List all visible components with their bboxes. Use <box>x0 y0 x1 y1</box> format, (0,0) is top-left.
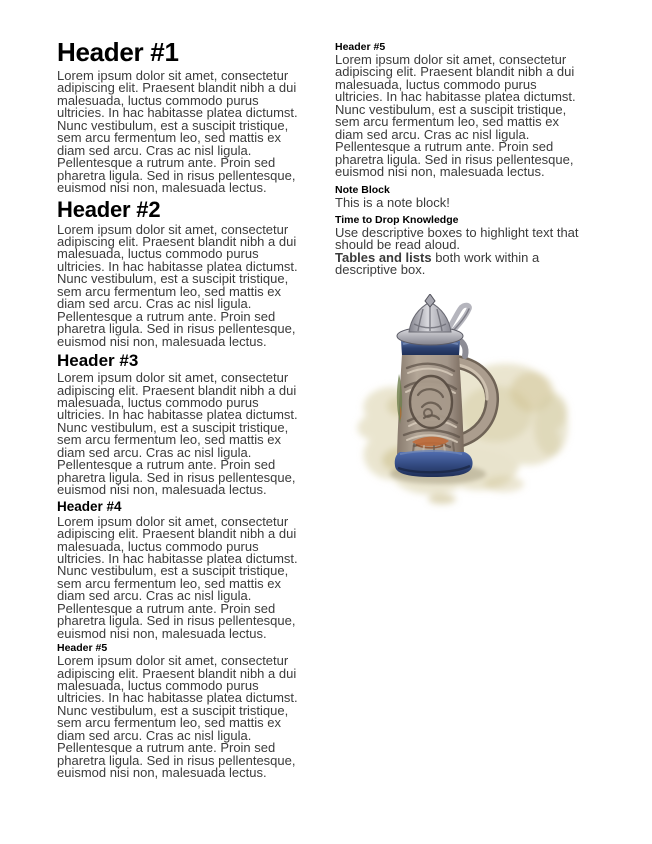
knowledge-text: Use descriptive boxes to highlight text that should be read aloud. <box>335 224 579 253</box>
stein-base <box>395 451 473 477</box>
section-heading-5: Header #5 <box>57 642 108 655</box>
section-paragraph: Lorem ipsum dolor sit amet, consectetur adipiscing elit. Praesent blandit nibh a dui malesuada, luctus commodo purus ultricies. In hac habitasse platea dictumst. Nunc vestibulum, est a suscipit tristique, sem arcu fermentum leo, sed mattis ex diam sed arcu. Cras ac nisl ligula. Pellentesque a rutrum ante. Proin sed pharetra ligula. Sed in risus pellentesque, euismod nisi non, malesuada lectus. <box>57 370 298 498</box>
section-paragraph: Lorem ipsum dolor sit amet, consectetur adipiscing elit. Praesent blandit nibh a dui malesuada, luctus commodo purus ultricies. In hac habitasse platea dictumst. Nunc vestibulum, est a suscipit tristique, sem arcu fermentum leo, sed mattis ex diam sed arcu. Cras ac nisl ligula. Pellentesque a rutrum ante. Proin sed pharetra ligula. Sed in risus pellentesque, euismod nisi non, malesuada lectus. <box>335 52 576 180</box>
section-heading-3: Header #3 <box>57 351 139 371</box>
knowledge-heading: Time to Drop Knowledge <box>335 213 459 226</box>
section-heading-1: Header #1 <box>57 37 179 67</box>
section-paragraph: Lorem ipsum dolor sit amet, consectetur adipiscing elit. Praesent blandit nibh a dui malesuada, luctus commodo purus ultricies. In hac habitasse platea dictumst. Nunc vestibulum, est a suscipit tristique, sem arcu fermentum leo, sed mattis ex diam sed arcu. Cras ac nisl ligula. Pellentesque a rutrum ante. Proin sed pharetra ligula. Sed in risus pellentesque, euismod nisi non, malesuada lectus. <box>57 513 298 641</box>
tables-note-rest: both work within a descriptive box. <box>335 249 540 278</box>
section-paragraph: Lorem ipsum dolor sit amet, consectetur adipiscing elit. Praesent blandit nibh a dui malesuada, luctus commodo purus ultricies. In hac habitasse platea dictumst. Nunc vestibulum, est a suscipit tristique, sem arcu fermentum leo, sed mattis ex diam sed arcu. Cras ac nisl ligula. Pellentesque a rutrum ante. Proin sed pharetra ligula. Sed in risus pellentesque, euismod nisi non, malesuada lectus. <box>57 221 298 349</box>
left-column <box>57 38 303 780</box>
section-heading-2: Header #2 <box>57 196 161 222</box>
stein-body <box>397 354 464 454</box>
section-paragraph: Lorem ipsum dolor sit amet, consectetur adipiscing elit. Praesent blandit nibh a dui malesuada, luctus commodo purus ultricies. In hac habitasse platea dictumst. Nunc vestibulum, est a suscipit tristique, sem arcu fermentum leo, sed mattis ex diam sed arcu. Cras ac nisl ligula. Pellentesque a rutrum ante. Proin sed pharetra ligula. Sed in risus pellentesque, euismod nisi non, malesuada lectus. <box>57 68 298 196</box>
tables-note-bold: Tables and lists <box>335 249 432 265</box>
beer-stein-illustration <box>344 294 584 526</box>
note-block-heading: Note Block <box>335 183 390 196</box>
beer-stein-figure <box>344 294 584 526</box>
section-paragraph: Lorem ipsum dolor sit amet, consectetur adipiscing elit. Praesent blandit nibh a dui malesuada, luctus commodo purus ultricies. In hac habitasse platea dictumst. Nunc vestibulum, est a suscipit tristique, sem arcu fermentum leo, sed mattis ex diam sed arcu. Cras ac nisl ligula. Pellentesque a rutrum ante. Proin sed pharetra ligula. Sed in risus pellentesque, euismod nisi non, malesuada lectus. <box>57 653 298 781</box>
tables-note <box>335 249 581 278</box>
right-column <box>335 38 581 526</box>
note-block-text: This is a note block! <box>335 194 450 210</box>
section-heading-4: Header #4 <box>57 498 122 514</box>
section-heading-5-right: Header #5 <box>335 41 386 53</box>
